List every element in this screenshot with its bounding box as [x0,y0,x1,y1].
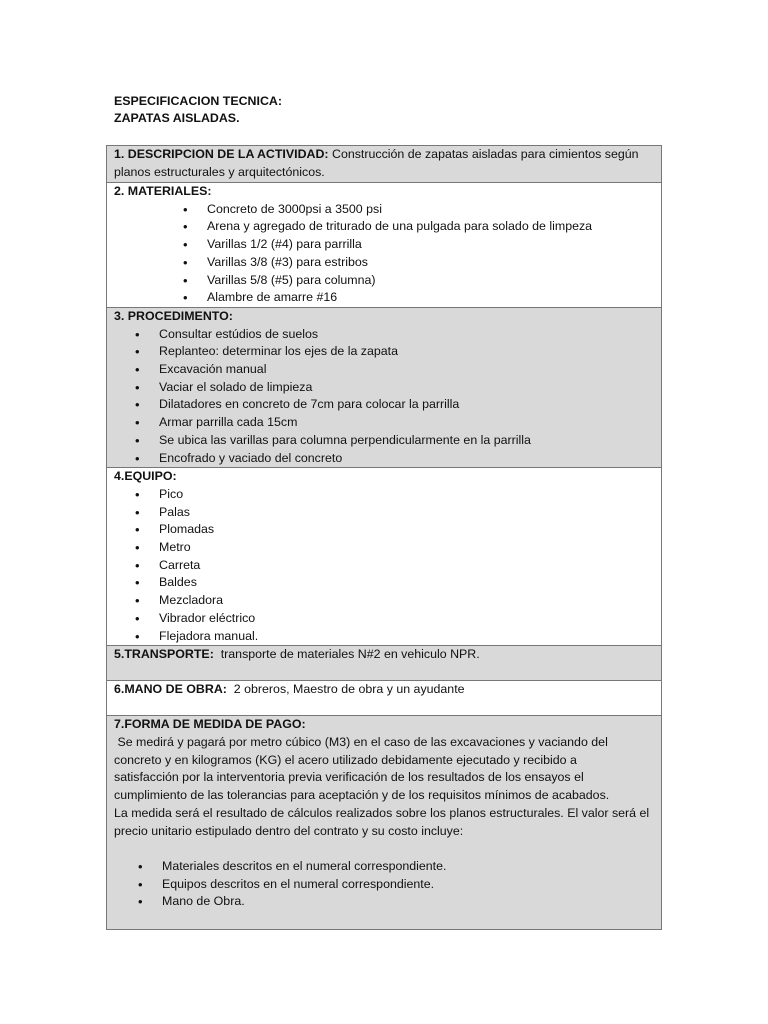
materials-section [107,182,661,307]
list-item: • Mano de Obra. [114,893,655,911]
list-item: • Arena y agregado de triturado de una pulgada para solado de limpeza [114,218,655,236]
list-item: • Consultar estúdios de suelos [114,326,655,344]
specification-table [106,145,662,930]
document-header [114,93,282,127]
procedure-list [114,326,655,468]
list-item: • Vaciar el solado de limpieza [114,379,655,397]
list-item: • Varillas 1/2 (#4) para parrilla [114,236,655,254]
list-item: • Varillas 3/8 (#3) para estribos [114,254,655,272]
list-item: • Mezcladora [114,592,655,610]
list-item: • Metro [114,539,655,557]
spacer [114,840,655,858]
paragraph-line: cumplimiento de las tolerancias para aceptación y de los requisitos mínimos de acabados. [114,788,610,803]
paragraph-line: precio unitario estipulado dentro del contrato y su costo incluye: [114,823,464,838]
payment-paragraph-1 [114,734,655,805]
equipment-list [114,486,655,645]
list-item: • Plomadas [114,521,655,539]
transport-heading: 5.TRANSPORTE: [114,647,214,662]
list-item: • Carreta [114,557,655,575]
equipment-heading: 4.EQUIPO: [114,469,177,484]
list-item: • Dilatadores en concreto de 7cm para colocar la parrilla [114,396,655,414]
list-item: • Alambre de amarre #16 [114,289,655,307]
paragraph-line: concreto y en kilogramos (KG) el acero utilizado debidamente ejecutado y recibido a [114,752,577,767]
list-item: • Materiales descritos en el numeral correspondiente. [114,858,655,876]
description-section [107,146,661,182]
document-subtitle: ZAPATAS AISLADAS. [114,111,240,125]
labor-section [107,680,661,715]
payment-includes-list [114,858,655,911]
list-item: • Replanteo: determinar los ejes de la zapata [114,343,655,361]
list-item: • Palas [114,504,655,522]
list-item: • Vibrador eléctrico [114,610,655,628]
description-heading: 1. DESCRIPCION DE LA ACTIVIDAD: [114,147,329,161]
list-item: • Varillas 5/8 (#5) para columna) [114,272,655,290]
labor-text: 2 obreros, Maestro de obra y un ayudante [226,682,465,697]
list-item: • Armar parrilla cada 15cm [114,414,655,432]
payment-heading: 7.FORMA DE MEDIDA DE PAGO: [114,717,306,732]
equipment-section [107,467,661,645]
list-item: • Equipos descritos en el numeral correspondiente. [114,876,655,894]
payment-paragraph-2 [114,805,655,840]
list-item: • Encofrado y vaciado del concreto [114,450,655,468]
procedure-section [107,307,661,467]
paragraph-line: La medida será el resultado de cálculos realizados sobre los planos estructurales. El valor será el [114,805,650,820]
labor-heading: 6.MANO DE OBRA: [114,682,227,697]
paragraph-line: Se medirá y pagará por metro cúbico (M3) en el caso de las excavaciones y vaciando del [114,734,608,749]
list-item: • Excavación manual [114,361,655,379]
materials-heading: 2. MATERIALES: [114,184,212,198]
transport-text: transporte de materiales N#2 en vehiculo NPR. [213,647,480,662]
list-item: • Flejadora manual. [114,628,655,646]
transport-section [107,645,661,680]
list-item: • Baldes [114,574,655,592]
document-title: ESPECIFICACION TECNICA: [114,94,282,108]
paragraph-line: satisfacción por la interventoria previa verificación de los resultados de los ensayos el [114,770,584,785]
description-text: Construcción de zapatas aisladas para cimientos según planos estructurales y arquitectónicos. [114,147,639,179]
list-item: • Pico [114,486,655,504]
list-item: • Se ubica las varillas para columna perpendicularmente en la parrilla [114,432,655,450]
payment-section [107,715,661,929]
materials-list [114,201,655,307]
procedure-heading: 3. PROCEDIMENTO: [114,308,233,323]
list-item: • Concreto de 3000psi a 3500 psi [114,201,655,219]
